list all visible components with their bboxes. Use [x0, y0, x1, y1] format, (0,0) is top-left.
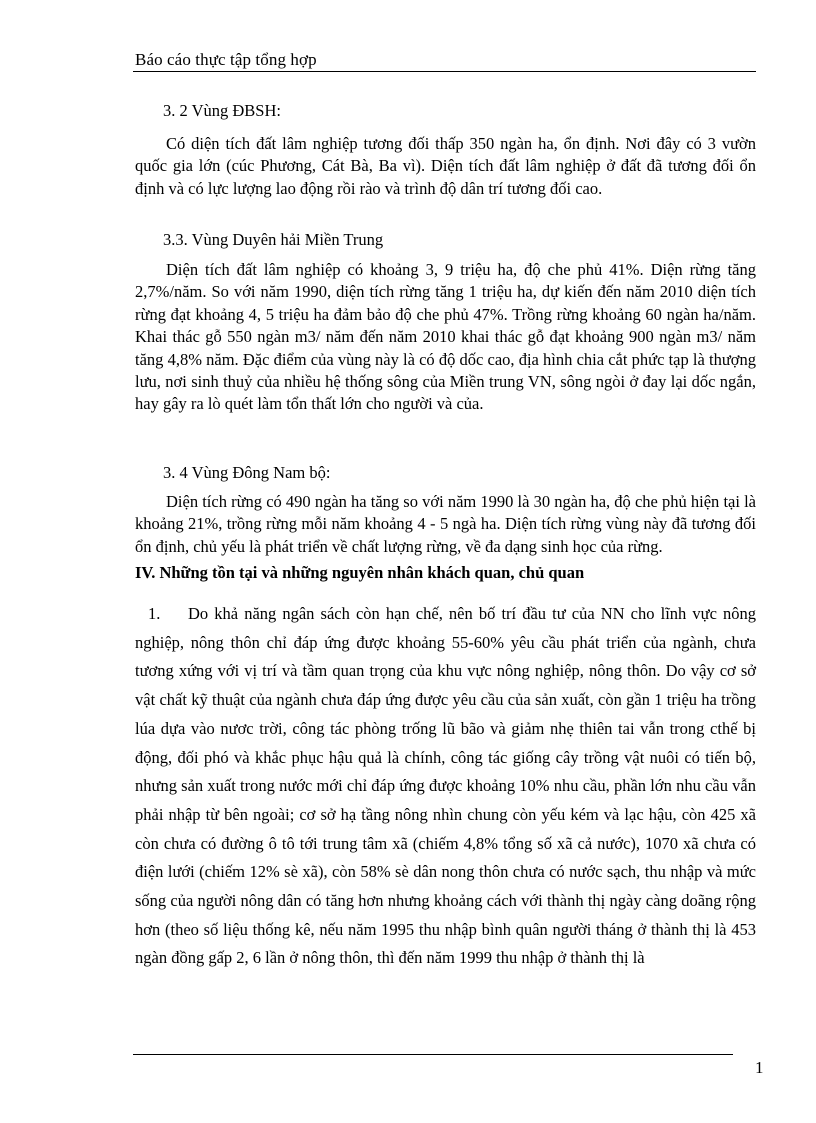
section-3-4-heading: 3. 4 Vùng Đông Nam bộ:: [163, 463, 331, 482]
header-rule: [133, 71, 756, 72]
section-3-2-heading: 3. 2 Vùng ĐBSH:: [163, 101, 281, 120]
section-3-3-paragraph: Diện tích đất lâm nghiệp có khoảng 3, 9 triệu ha, độ che phủ 41%. Diện rừng tăng 2,7%/năm. So với năm 1990, diện tích rừng tăng 1 triệu ha, dự kiến đến năm 2010 diện tích rừng đạt khoảng 4, 5 triệu ha đảm bảo độ che phủ 47%. Trồng rừng khoảng 60 ngàn ha/năm. Khai thác gỗ 550 ngàn m3/ năm đến năm 2010 khai thác gỗ đạt khoảng 900 ngàn m3/ năm tăng 4,8% năm. Đặc điểm của vùng này là có độ dốc cao, địa hình chia cắt phức tạp là thượng lưu, nơi sinh thuỷ của nhiều hệ thống sông của Miền trung VN, sông ngòi ở đay lại dốc ngắn, hay gây ra lò quét làm tổn thất lớn cho người và của.: [135, 260, 756, 414]
running-header: Báo cáo thực tập tổng hợp: [135, 50, 317, 69]
page-number: 1: [755, 1058, 764, 1077]
footer-rule: [133, 1054, 733, 1055]
section-3-2-paragraph: Có diện tích đất lâm nghiệp tương đối thấp 350 ngàn ha, ổn định. Nơi đây có 3 vườn quốc gia lớn (cúc Phương, Cát Bà, Ba vì). Diện tích đất lâm nghiệp ở đất đã tương đối ổn định và có lực lượng lao động rồi rào và trình độ dân trí tương đối cao.: [135, 134, 756, 198]
section-iv-heading: IV. Những tồn tại và những nguyên nhân khách quan, chủ quan: [135, 563, 585, 582]
item-number: 1.: [148, 604, 161, 623]
section-3-4-paragraph: Diện tích rừng có 490 ngàn ha tăng so với năm 1990 là 30 ngàn ha, độ che phủ hiện tại là khoảng 21%, trồng rừng mỗi năm khoảng 4 - 5 ngà ha. Diện tích rừng vùng này đã tương đối ổn định, chủ yếu là phát triển về chất lượng rừng, về đa dạng sinh học của rừng.: [135, 492, 756, 556]
numbered-item-1: [135, 600, 756, 973]
item-body: Do khả năng ngân sách còn hạn chế, nên bố trí đầu tư của NN cho lĩnh vực nông nghiệp, nông thôn chỉ đáp ứng được khoảng 55-60% yêu cầu phát triển của ngành, chưa tương xứng với vị trí và tầm quan trọng của khu vực nông nghiệp, nông thôn. Do vậy cơ sở vật chất kỹ thuật của ngành chưa đáp ứng được yêu cầu của sản xuất, còn gần 1 triệu ha trồng lúa dựa vào nươc trời, công tác phòng trống lũ bão và giảm nhẹ thiên tai vẫn trong cthế bị động, đối phó và khắc phục hậu quả là chính, công tác giống cây trồng vật nuôi có tiến bộ, nhưng sản xuất trong nước mới chỉ đáp ứng được khoảng 10% nhu cầu, phần lớn nhu cầu vẫn phải nhập từ bên ngoài; cơ sở hạ tầng nông nhìn chung còn yếu kém và lạc hậu, còn 425 xã còn chưa có đường ô tô tới trung tâm xã (chiếm 4,8% tổng số xã cả nước), 1070 xã chưa có điện lưới (chiếm 12% sè xã), còn 58% sè dân nong thôn chưa có nước sạch, thu nhập và mức sống của người nông dân có tăng hơn nhưng khoảng cách với thành thị ngày càng doãng rộng hơn (theo số liệu thống kê, nếu năm 1995 thu nhập bình quân người tháng ở thành thị là 453 ngàn đồng gấp 2, 6 lần ở nông thôn, thì đến năm 1999 thu nhập ở thành thị là: [135, 604, 756, 968]
section-3-3-heading: 3.3. Vùng Duyên hải Miền Trung: [163, 230, 384, 249]
